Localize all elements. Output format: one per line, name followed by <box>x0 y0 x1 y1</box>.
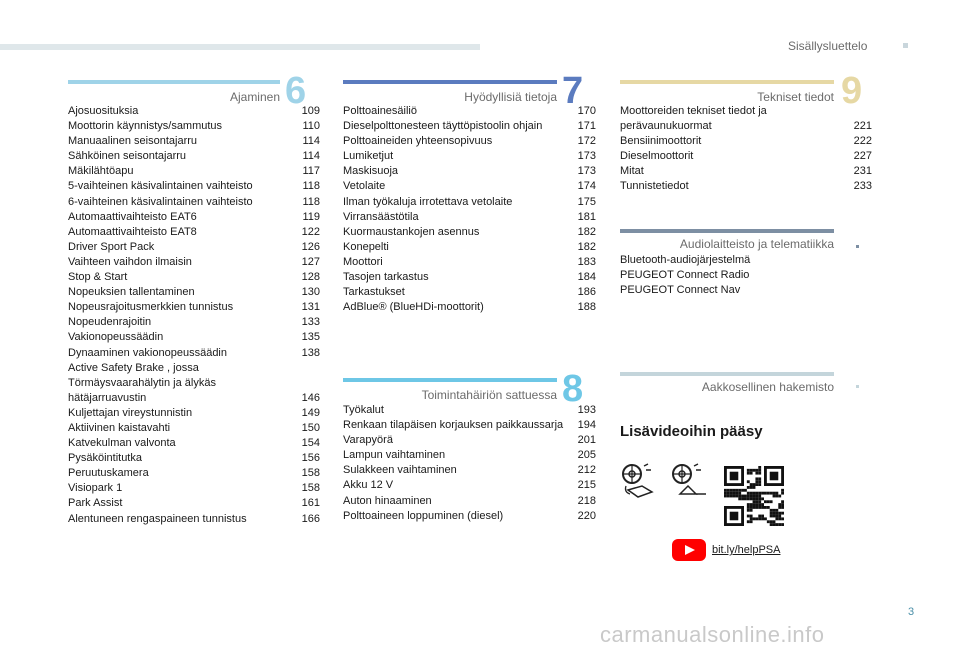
toc-entry-page: 182 <box>577 225 596 238</box>
toc-entry[interactable] <box>343 164 596 179</box>
toc-entry-page: 166 <box>301 512 320 525</box>
toc-entry[interactable] <box>68 179 320 194</box>
toc-entry[interactable] <box>343 104 596 119</box>
section-audio-marker <box>856 245 859 248</box>
toc-entry[interactable] <box>343 225 596 240</box>
toc-entry-page: 118 <box>302 195 320 208</box>
toc-entry-title: Tasojen tarkastus <box>343 271 429 284</box>
section-toimintahairio-number: 8 <box>562 368 584 410</box>
toc-entry-page: 215 <box>577 479 596 492</box>
toc-entry-page: 109 <box>301 105 320 117</box>
toc-entry-page: 119 <box>302 210 320 223</box>
section-audio-entries <box>620 253 840 298</box>
toc-entry-title: Polttoaineen loppuminen (diesel) <box>343 509 504 522</box>
section-aakkosellinen-marker <box>856 385 859 388</box>
toc-entry-page: 201 <box>577 434 596 447</box>
toc-entry-page: 117 <box>302 165 320 178</box>
toc-entry-title: Active Safety Brake , jossa Törmäysvaarahälytin ja älykäs hätäjarruavustin <box>68 361 216 404</box>
section-ajaminen-bar <box>68 80 280 84</box>
section-toimintahairio-bar <box>343 378 557 382</box>
toc-entry-title: 5-vaihteinen käsivalintainen vaihteisto <box>68 180 253 193</box>
toc-entry-page: 171 <box>577 120 596 133</box>
toc-entry-page: 118 <box>302 180 320 193</box>
toc-entry[interactable] <box>343 255 596 270</box>
qr-code-icon <box>724 466 784 526</box>
section-audio-title: Audiolaitteisto ja telematiikka <box>679 237 834 251</box>
toc-entry[interactable] <box>68 270 320 285</box>
toc-entry-page: 218 <box>577 494 596 507</box>
section-ajaminen-entries <box>68 104 320 527</box>
toc-entry[interactable] <box>343 119 596 134</box>
toc-entry-page: 172 <box>577 135 596 148</box>
toc-entry-title: Manuaalinen seisontajarru <box>68 135 198 148</box>
toc-entry-page: 156 <box>301 452 320 465</box>
toc-entry[interactable] <box>68 330 320 345</box>
toc-entry-page: 212 <box>577 464 596 477</box>
toc-entry[interactable] <box>68 346 320 361</box>
toc-entry-title: Dieselmoottorit <box>620 150 694 163</box>
toc-entry-title: Mitat <box>620 165 644 178</box>
toc-entry-page: 194 <box>577 419 596 432</box>
toc-entry-title: AdBlue® (BlueHDi-moottorit) <box>343 301 484 314</box>
toc-entry[interactable] <box>68 164 320 179</box>
toc-entry-title: Työkalut <box>343 404 384 416</box>
toc-entry[interactable] <box>343 478 596 493</box>
toc-entry-title: Moottorin käynnistys/sammutus <box>68 120 223 133</box>
toc-entry-page: 173 <box>577 165 596 178</box>
toc-entry-title: Kuormaustankojen asennus <box>343 225 480 238</box>
toc-entry[interactable] <box>68 119 320 134</box>
toc-entry-title: Peruutuskamera <box>68 467 149 480</box>
section-tekniset-entries <box>620 104 872 195</box>
toc-entry-title: Vaihteen vaihdon ilmaisin <box>68 255 192 268</box>
header-square <box>903 43 908 48</box>
toc-entry-page: 182 <box>577 240 596 253</box>
toc-entry[interactable] <box>68 225 320 240</box>
toc-entry-page: 221 <box>853 120 872 133</box>
toc-entry-title: Dynaaminen vakionopeussäädin <box>68 346 227 359</box>
section-hyodyllisia-bar <box>343 80 557 84</box>
toc-entry[interactable] <box>68 255 320 270</box>
toc-entry-page: 186 <box>577 286 596 299</box>
toc-entry-page: 220 <box>577 509 596 522</box>
toc-entry[interactable] <box>620 164 872 179</box>
toc-entry-title: Vakionopeussäädin <box>68 331 164 344</box>
toc-entry-page: 205 <box>577 449 596 462</box>
toc-entry-page: 193 <box>577 404 596 416</box>
section-hyodyllisia-title: Hyödyllisiä tietoja <box>464 90 557 104</box>
toc-entry-title: Moottoreiden tekniset tiedot ja perävaunukuormat <box>620 105 767 133</box>
toc-entry-title: Automaattivaihteisto EAT8 <box>68 225 197 238</box>
section-hyodyllisia-number: 7 <box>562 70 584 112</box>
toc-entry[interactable] <box>343 195 596 210</box>
section-ajaminen-number: 6 <box>285 70 307 112</box>
toc-entry-title: Kuljettajan vireystunnistin <box>68 406 193 419</box>
toc-entry-page: 233 <box>853 180 872 193</box>
toc-entry-page: 146 <box>301 391 320 404</box>
toc-entry-title: 6-vaihteinen käsivalintainen vaihteisto <box>68 195 253 208</box>
toc-entry[interactable] <box>68 421 320 436</box>
toc-entry[interactable] <box>343 210 596 225</box>
toc-entry[interactable] <box>343 494 596 509</box>
page-number: 3 <box>908 606 915 618</box>
section-aakkosellinen-bar <box>620 372 834 376</box>
toc-entry-page: 161 <box>301 497 320 510</box>
toc-entry[interactable] <box>68 406 320 421</box>
toc-entry-title: Auton hinaaminen <box>343 494 432 507</box>
toc-entry-title: Varapyörä <box>343 434 393 447</box>
toc-entry-title: Nopeusrajoitusmerkkien tunnistus <box>68 301 234 314</box>
toc-entry-page: 114 <box>302 150 320 163</box>
toc-entry-page: 158 <box>301 482 320 495</box>
toc-entry-page: 131 <box>301 301 320 314</box>
toc-entry[interactable] <box>68 104 320 119</box>
toc-entry-title: Mäkilähtöapu <box>68 165 134 178</box>
toc-entry[interactable] <box>343 463 596 478</box>
toc-entry[interactable] <box>343 403 596 418</box>
toc-entry[interactable] <box>343 418 596 433</box>
section-aakkosellinen-title: Aakkosellinen hakemisto <box>701 380 834 394</box>
toc-entry[interactable] <box>68 195 320 210</box>
toc-entry[interactable] <box>343 149 596 164</box>
toc-entry-page: 135 <box>301 331 320 344</box>
toc-entry[interactable]: PEUGEOT Connect Nav <box>620 284 741 297</box>
toc-entry[interactable] <box>343 448 596 463</box>
header-bar <box>0 44 480 50</box>
toc-entry-title: Tunnistetiedot <box>620 180 689 193</box>
toc-entry-page: 231 <box>853 165 872 178</box>
section-audio-bar <box>620 229 834 233</box>
toc-entry-page: 174 <box>577 180 596 193</box>
toc-entry[interactable] <box>68 300 320 315</box>
toc-entry-title: Akku 12 V <box>343 479 394 492</box>
toc-entry-title: Vetolaite <box>343 180 386 193</box>
toc-entry[interactable] <box>343 285 596 300</box>
section-toimintahairio-title: Toimintahäiriön sattuessa <box>421 388 557 402</box>
section-tekniset-title: Tekniset tiedot <box>757 90 834 104</box>
toc-entry[interactable] <box>343 179 596 194</box>
toc-entry[interactable] <box>620 149 872 164</box>
toc-entry-page: 126 <box>301 240 320 253</box>
toc-entry-title: Renkaan tilapäisen korjauksen paikkaussarja <box>343 419 564 432</box>
section-toimintahairio-entries <box>343 403 596 524</box>
toc-entry-title: Lampun vaihtaminen <box>343 449 446 462</box>
toc-entry-page: 184 <box>577 271 596 284</box>
toc-entry[interactable] <box>68 451 320 466</box>
toc-entry-title: Nopeudenrajoitin <box>68 316 152 329</box>
toc-entry-title: Polttoaineiden yhteensopivuus <box>343 135 493 148</box>
toc-entry-title: Bensiinimoottorit <box>620 135 702 148</box>
toc-entry[interactable] <box>68 512 320 527</box>
toc-entry-page: 175 <box>577 195 596 208</box>
toc-entry-title: Sähköinen seisontajarru <box>68 150 187 163</box>
section-tekniset-bar <box>620 80 834 84</box>
toc-entry-title: Aktiivinen kaistavahti <box>68 421 171 434</box>
toc-entry[interactable] <box>343 300 596 315</box>
toc-entry-title: Dieselpolttonesteen täyttöpistoolin ohjain <box>343 120 543 133</box>
toc-entry[interactable] <box>343 240 596 255</box>
running-header: Sisällysluettelo <box>788 39 868 53</box>
toc-entry-page: 128 <box>301 271 320 284</box>
toc-entry[interactable] <box>343 433 596 448</box>
watermark: carmanualsonline.info <box>600 622 825 647</box>
toc-entry-title: Nopeuksien tallentaminen <box>68 286 195 299</box>
toc-entry-title: Konepelti <box>343 240 389 253</box>
toc-entry[interactable] <box>68 240 320 255</box>
toc-entry[interactable] <box>68 210 320 225</box>
toc-entry-title: Automaattivaihteisto EAT6 <box>68 210 197 223</box>
toc-entry[interactable] <box>343 134 596 149</box>
toc-entry-title: Lumiketjut <box>343 150 394 163</box>
toc-entry-page: 183 <box>577 255 596 268</box>
toc-entry-title: Polttoainesäiliö <box>343 105 417 117</box>
video-link[interactable]: bit.ly/helpPSA <box>712 544 781 556</box>
toc-entry-title: Virransäästötila <box>343 210 419 223</box>
toc-entry-title: Pysäköintitutka <box>68 452 142 465</box>
tire-repair-kit-icon <box>620 462 658 502</box>
toc-entry-page: 122 <box>301 225 320 238</box>
toc-entry-title: Katvekulman valvonta <box>68 437 176 450</box>
toc-entry[interactable] <box>68 481 320 496</box>
toc-entry[interactable] <box>68 466 320 481</box>
toc-entry-page: 181 <box>577 210 596 223</box>
toc-entry[interactable] <box>68 134 320 149</box>
toc-entry[interactable] <box>68 436 320 451</box>
toc-entry[interactable]: PEUGEOT Connect Radio <box>620 269 750 282</box>
toc-entry-title: Alentuneen rengaspaineen tunnistus <box>68 512 247 525</box>
toc-entry-page: 138 <box>301 346 320 359</box>
toc-entry[interactable] <box>620 104 872 134</box>
toc-entry-page: 127 <box>301 255 320 268</box>
toc-entry-page: 173 <box>577 150 596 163</box>
video-heading: Lisävideoihin pääsy <box>620 423 763 440</box>
toc-entry-title: Tarkastukset <box>343 286 405 299</box>
toc-entry[interactable] <box>68 285 320 300</box>
toc-entry[interactable] <box>620 134 872 149</box>
toc-entry[interactable] <box>68 315 320 330</box>
toc-entry-page: 170 <box>577 105 596 117</box>
toc-entry[interactable] <box>343 509 596 524</box>
toc-entry[interactable]: Bluetooth-audiojärjestelmä <box>620 254 751 266</box>
toc-entry-title: Visiopark 1 <box>68 482 123 495</box>
toc-entry-title: Ilman työkaluja irrotettava vetolaite <box>343 195 513 208</box>
toc-entry-page: 158 <box>301 467 320 480</box>
toc-entry[interactable] <box>620 179 872 194</box>
section-ajaminen-title: Ajaminen <box>229 90 280 104</box>
toc-entry-page: 188 <box>577 301 596 314</box>
toc-entry[interactable] <box>68 496 320 511</box>
toc-entry-title: Park Assist <box>68 497 123 510</box>
toc-entry-title: Ajosuosituksia <box>68 105 139 117</box>
toc-entry-title: Stop & Start <box>68 271 128 284</box>
toc-entry-title: Moottori <box>343 255 383 268</box>
toc-entry-page: 110 <box>302 120 320 133</box>
toc-entry-title: Driver Sport Pack <box>68 240 155 253</box>
toc-entry-page: 154 <box>301 437 320 450</box>
toc-entry-page: 133 <box>301 316 320 329</box>
toc-entry-page: 114 <box>302 135 320 148</box>
toc-entry-page: 149 <box>301 406 320 419</box>
jack-wheel-change-icon <box>670 462 710 502</box>
section-tekniset-number: 9 <box>841 70 863 112</box>
toc-entry[interactable] <box>343 270 596 285</box>
youtube-icon[interactable] <box>672 539 706 561</box>
toc-entry[interactable] <box>68 361 320 406</box>
toc-entry-title: Maskisuoja <box>343 165 399 178</box>
section-hyodyllisia-entries <box>343 104 596 315</box>
toc-entry-page: 130 <box>301 286 320 299</box>
toc-entry-page: 227 <box>853 150 872 163</box>
toc-entry-title: Sulakkeen vaihtaminen <box>343 464 457 477</box>
toc-entry-page: 150 <box>301 421 320 434</box>
toc-entry[interactable] <box>68 149 320 164</box>
toc-entry-page: 222 <box>853 135 872 148</box>
